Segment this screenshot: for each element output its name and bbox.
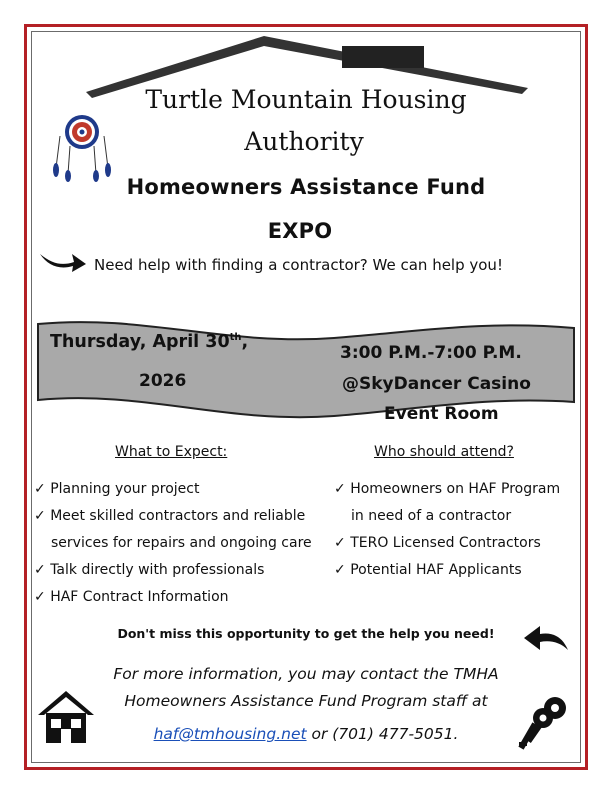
list-item: ✓ HAF Contract Information bbox=[34, 589, 229, 605]
dont-miss-callout: Don't miss this opportunity to get the help you need! bbox=[117, 626, 495, 641]
phone-text: or (701) 477-5051. bbox=[306, 725, 459, 743]
expect-heading: What to Expect: bbox=[115, 444, 228, 460]
list-item-continued: in need of a contractor bbox=[351, 508, 512, 524]
event-date-line1 bbox=[50, 332, 248, 352]
house-icon bbox=[36, 689, 96, 745]
arrow-right-icon bbox=[38, 250, 88, 274]
event-date-text: Thursday, April 30 bbox=[50, 332, 230, 352]
event-title-line1: Homeowners Assistance Fund bbox=[126, 175, 486, 199]
list-item: ✓ Homeowners on HAF Program bbox=[334, 481, 561, 497]
list-item-continued: services for repairs and ongoing care bbox=[51, 535, 312, 551]
org-name-line1: Turtle Mountain Housing bbox=[145, 85, 467, 114]
attend-list bbox=[334, 476, 560, 584]
tagline: Need help with finding a contractor? We can help you! bbox=[94, 256, 503, 274]
arrow-back-icon bbox=[522, 620, 570, 654]
event-venue: @SkyDancer Casino bbox=[342, 374, 531, 394]
list-item: ✓ Potential HAF Applicants bbox=[334, 562, 522, 578]
list-item: ✓ TERO Licensed Contractors bbox=[334, 535, 541, 551]
expect-list bbox=[34, 476, 312, 611]
event-date-comma: , bbox=[241, 332, 249, 352]
contact-line1: For more information, you may contact the TMHA bbox=[113, 665, 499, 683]
list-item: ✓ Planning your project bbox=[34, 481, 200, 497]
list-item: ✓ Talk directly with professionals bbox=[34, 562, 265, 578]
attend-heading: Who should attend? bbox=[374, 444, 514, 460]
medallion-icon bbox=[46, 112, 118, 182]
event-title-line2: EXPO bbox=[267, 219, 333, 243]
org-name-line2: Authority bbox=[244, 127, 364, 156]
event-room: Event Room bbox=[384, 404, 499, 424]
email-link[interactable]: haf@tmhousing.net bbox=[153, 725, 307, 743]
event-date-suffix: th bbox=[229, 332, 242, 344]
event-time: 3:00 P.M.-7:00 P.M. bbox=[340, 343, 522, 363]
contact-line2: Homeowners Assistance Fund Program staff at bbox=[124, 692, 488, 710]
event-year: 2026 bbox=[139, 371, 187, 391]
keys-icon bbox=[515, 694, 571, 754]
list-item: ✓ Meet skilled contractors and reliable bbox=[34, 508, 306, 524]
